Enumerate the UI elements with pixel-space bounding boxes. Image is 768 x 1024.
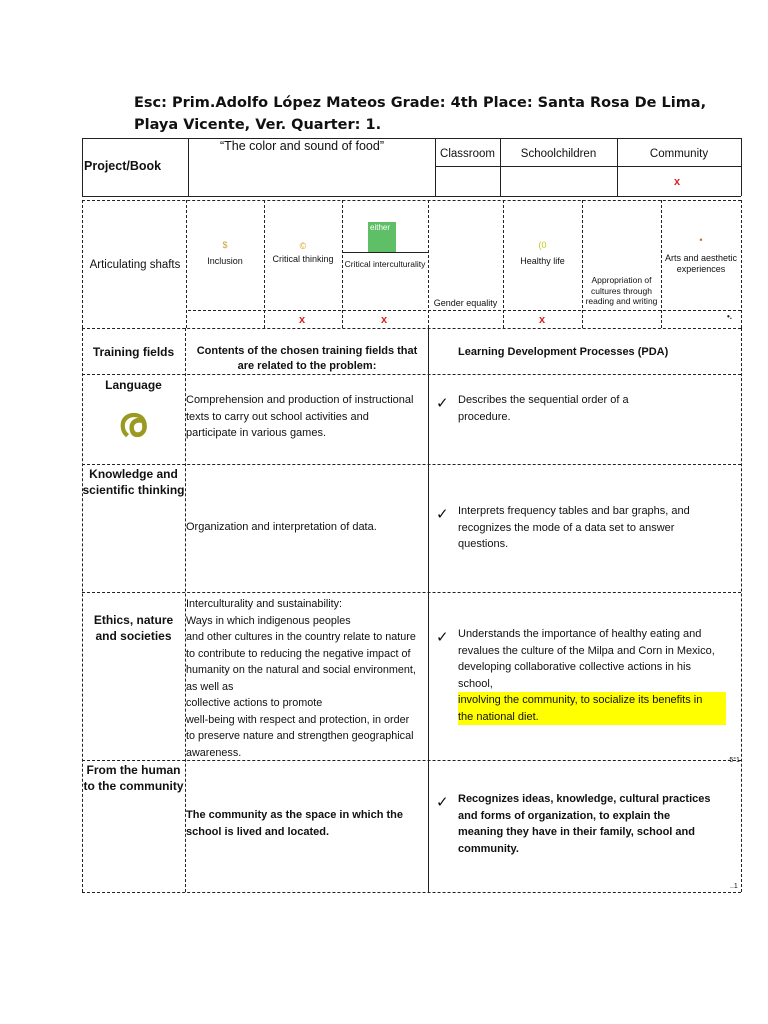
corner-mark: ..1: [730, 883, 738, 890]
check-icon: ✓: [436, 506, 449, 523]
shaft-critical-thinking: Critical thinking: [272, 254, 334, 264]
context-schoolchildren: Schoolchildren: [520, 148, 597, 160]
shaft-gender-equality: Gender equality: [433, 298, 498, 308]
corner-mark: ·5°1: [727, 757, 740, 764]
field-knowledge-scientific-thinking: Knowledge and scientific thinking: [82, 467, 185, 497]
pda-ethics: Understands the importance of healthy eating and revalues the culture of the Milpa and Corn in Mexico, developing collaborative collective actions in his school, involving the community, to socialize its benefits in the national diet.: [458, 626, 738, 725]
field-language: Language: [105, 378, 162, 392]
context-community: Community: [649, 148, 709, 160]
field-human-to-community: From the human to the community: [83, 763, 184, 793]
critical-thinking-icon: ©: [299, 241, 307, 251]
shaft-healthy-life: Healthy life: [520, 256, 565, 266]
shaft-arts-and-aesthetic: Arts and aesthetic experiences: [664, 253, 738, 274]
check-icon: ✓: [436, 395, 449, 412]
healthy-life-mark: x: [539, 314, 546, 326]
shaft-appropriation-of-cultures: Appropriation of cultures through reading and writing: [585, 275, 658, 306]
check-icon: ✓: [436, 629, 449, 646]
training-fields-header: Training fields: [92, 345, 175, 359]
contents-header: Contents of the chosen training fields that are related to the problem:: [196, 345, 418, 372]
content-community: The community as the space in which the school is lived and located.: [186, 809, 403, 838]
check-icon: ✓: [436, 794, 449, 811]
shaft-critical-interculturality: Critical interculturality: [344, 259, 426, 269]
content-knowledge: Organization and interpretation of data.: [186, 521, 377, 533]
project-name: “The color and sound of food”: [220, 139, 384, 153]
project-book-label: Project/Book: [84, 159, 162, 173]
context-classroom: Classroom: [440, 148, 495, 160]
pda-community: Recognizes ideas, knowledge, cultural practices and forms of organization, to explain the meaning they have in their family, school and community.: [458, 793, 711, 855]
pda-knowledge: Interprets frequency tables and bar graphs, and recognizes the mode of a data set to answer questions.: [458, 505, 690, 550]
arts-mark: •.: [727, 312, 733, 321]
critical-interculturality-mark: x: [381, 314, 388, 326]
field-ethics-nature-societies: Ethics, nature and societies: [93, 613, 174, 643]
critical-interculturality-icon: either: [368, 222, 396, 252]
articulating-shafts-label: Articulating shafts: [89, 259, 181, 271]
pda-language: Describes the sequential order of a procedure.: [458, 394, 629, 423]
language-icon: ര: [117, 401, 147, 445]
shaft-inclusion: Inclusion: [207, 256, 243, 266]
critical-thinking-mark: x: [299, 314, 306, 326]
document-title: Esc: Prim.Adolfo López Mateos Grade: 4th Place: Santa Rosa De Lima, Playa Vicente, Ver. Quarter: 1.: [134, 95, 707, 133]
pda-header: Learning Development Processes (PDA): [458, 346, 669, 358]
content-language: Comprehension and production of instructional texts to carry out school activities and participate in various games.: [186, 394, 414, 439]
healthy-life-icon: (0: [538, 240, 547, 250]
inclusion-icon: $: [222, 240, 228, 250]
community-mark: x: [674, 176, 681, 188]
content-ethics: Interculturality and sustainability: Ways in which indigenous peoples and other cultures in the country relate to nature to contribute to reducing the negative impact of humanity on the natural and social environment, as well as collective actions to promote well-being with respect and protection, in order to preserve nature and strengthen geographical awareness.: [186, 598, 416, 759]
arts-icon: •: [699, 235, 703, 245]
